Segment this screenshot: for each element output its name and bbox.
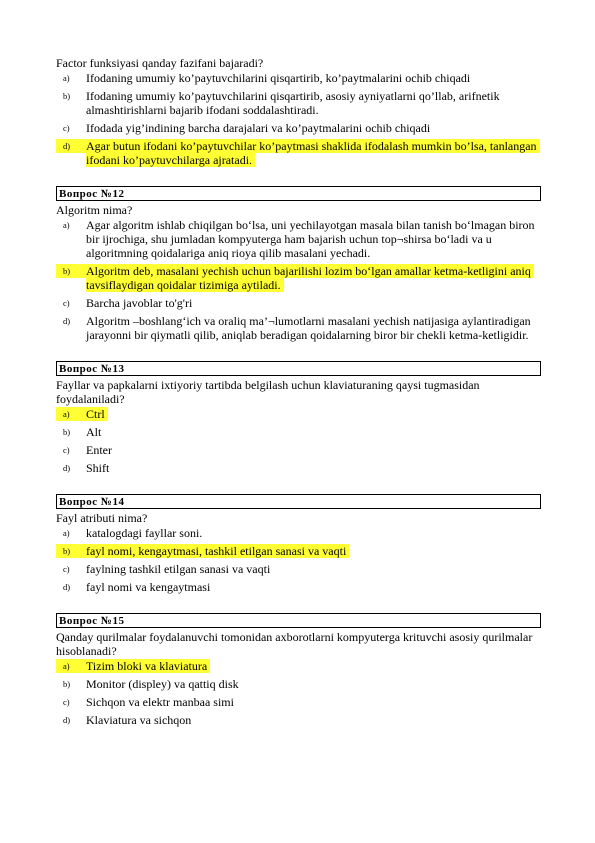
option-text: Tizim bloki va klaviatura [86, 659, 210, 673]
option-letter: b) [63, 91, 71, 101]
option-letter: c) [63, 445, 70, 455]
option-text-wrap [86, 562, 541, 576]
option-text-wrap [86, 71, 541, 85]
question-header: Вопрос №14 [56, 494, 541, 509]
option-text-wrap [86, 677, 541, 691]
option-text: Shift [86, 461, 110, 475]
option-letter: d) [63, 316, 71, 326]
option-text: katalogdagi fayllar soni. [86, 526, 203, 540]
answer-option [56, 526, 541, 540]
answer-option [56, 562, 541, 576]
answer-option [56, 296, 541, 310]
option-letter: c) [63, 123, 70, 133]
option-text-wrap [86, 580, 541, 594]
option-letter: d) [63, 715, 71, 725]
question-text: Fayl atributi nima? [56, 511, 148, 525]
question-header: Вопрос №15 [56, 613, 541, 628]
option-text: fayl nomi va kengaytmasi [86, 580, 211, 594]
option-letter: c) [63, 697, 70, 707]
option-letter: d) [56, 139, 86, 153]
option-letter: b) [56, 544, 86, 558]
option-text: Ifodaning umumiy ko’paytuvchilarini qisqartirib, asosiy ayniyatlarni qo’llab, arifnetik almashtirishlarni bajarib ifodani soddalashtiradi. [86, 89, 500, 117]
option-text: Barcha javoblar to'g'ri [86, 296, 193, 310]
question-text: Qanday qurilmalar foydalanuvchi tomonidan axborotlarni kompyuterga krituvchi asosiy qurilmalar hisoblanadi? [56, 630, 533, 658]
option-letter: c) [63, 298, 70, 308]
answer-option [56, 713, 541, 727]
option-letter: a) [56, 407, 86, 421]
option-text: Klaviatura va sichqon [86, 713, 192, 727]
answer-option-correct [56, 544, 541, 558]
question-header: Вопрос №12 [56, 186, 541, 201]
answer-option [56, 580, 541, 594]
answer-option-correct [56, 264, 541, 292]
option-text: Ctrl [86, 407, 108, 421]
answer-option [56, 89, 541, 117]
option-letter: d) [63, 582, 71, 592]
answer-option [56, 314, 541, 342]
answer-option [56, 677, 541, 691]
option-text-wrap [86, 713, 541, 727]
option-text: faylning tashkil etilgan sanasi va vaqti [86, 562, 271, 576]
option-text-wrap [86, 139, 541, 167]
option-text-wrap [86, 218, 541, 260]
option-letter: c) [63, 564, 70, 574]
option-text: Agar butun ifodani ko’paytuvchilar ko’paytmasi shaklida ifodalash mumkin bo’lsa, tanlangan ifodani ko’paytuvchilarga ajratadi. [86, 139, 540, 167]
option-letter: a) [63, 528, 70, 538]
option-text: Agar algoritm ishlab chiqilgan bo‘lsa, uni yechilayotgan masala bilan tanish bo‘lmagan biron bir ijrochiga, shu jumladan kompyuterga ham bajarish uchun top¬shirsa bo‘ladi va u algoritmning qoidalariga aniq rioya qilib masalani yechadi. [86, 218, 535, 260]
answer-option [56, 425, 541, 439]
option-text-wrap [86, 407, 541, 421]
option-letter: d) [63, 463, 71, 473]
option-letter: a) [63, 73, 70, 83]
answer-option-correct [56, 139, 541, 167]
option-text-wrap [86, 89, 541, 117]
option-text: Ifodaning umumiy ko’paytuvchilarini qisqartirib, ko’paytmalarini ochib chiqadi [86, 71, 471, 85]
question-text: Factor funksiyasi qanday fazifani bajaradi? [56, 56, 264, 70]
question-text: Fayllar va papkalarni ixtiyoriy tartibda belgilash uchun klaviaturaning qaysi tugmasidan foydalaniladi? [56, 378, 480, 406]
option-text-wrap [86, 526, 541, 540]
answer-option-correct [56, 407, 541, 421]
option-text-wrap [86, 121, 541, 135]
question-header: Вопрос №13 [56, 361, 541, 376]
option-letter: b) [63, 427, 71, 437]
option-text-wrap [86, 695, 541, 709]
quiz-document [56, 56, 541, 731]
option-text: Sichqon va elektr manbaa simi [86, 695, 234, 709]
option-text-wrap [86, 314, 541, 342]
option-text-wrap [86, 659, 541, 673]
option-text: Alt [86, 425, 102, 439]
answer-option [56, 71, 541, 85]
option-text-wrap [86, 425, 541, 439]
answer-option [56, 695, 541, 709]
question-text: Algoritm nima? [56, 203, 133, 217]
answer-option [56, 443, 541, 457]
option-text: Algoritm –boshlang‘ich va oraliq ma’¬lumotlarni masalani yechish natijasiga aylantiradigan jarayonni bir qiymatli qilib, aniqlab beradigan qoidalarning biror bir chekli ketma-ketligidir. [86, 314, 531, 342]
option-text: fayl nomi, kengaytmasi, tashkil etilgan sanasi va vaqti [86, 544, 349, 558]
answer-option [56, 218, 541, 260]
option-letter: b) [63, 679, 71, 689]
answer-option [56, 461, 541, 475]
option-text: Enter [86, 443, 112, 457]
option-text-wrap [86, 443, 541, 457]
answer-option-correct [56, 659, 541, 673]
answer-option [56, 121, 541, 135]
option-text-wrap [86, 264, 541, 292]
option-letter: a) [63, 220, 70, 230]
option-text-wrap [86, 461, 541, 475]
option-text-wrap [86, 544, 541, 558]
option-text: Algoritm deb, masalani yechish uchun bajarilishi lozim bo‘lgan amallar ketma-ketligini aniq tavsiflaydigan qoidalar tizimiga aytiladi. [86, 264, 534, 292]
option-text: Monitor (displey) va qattiq disk [86, 677, 239, 691]
option-text: Ifodada yig’indining barcha darajalari va ko’paytmalarini ochib chiqadi [86, 121, 431, 135]
option-letter: a) [56, 659, 86, 673]
option-text-wrap [86, 296, 541, 310]
option-letter: b) [56, 264, 86, 278]
